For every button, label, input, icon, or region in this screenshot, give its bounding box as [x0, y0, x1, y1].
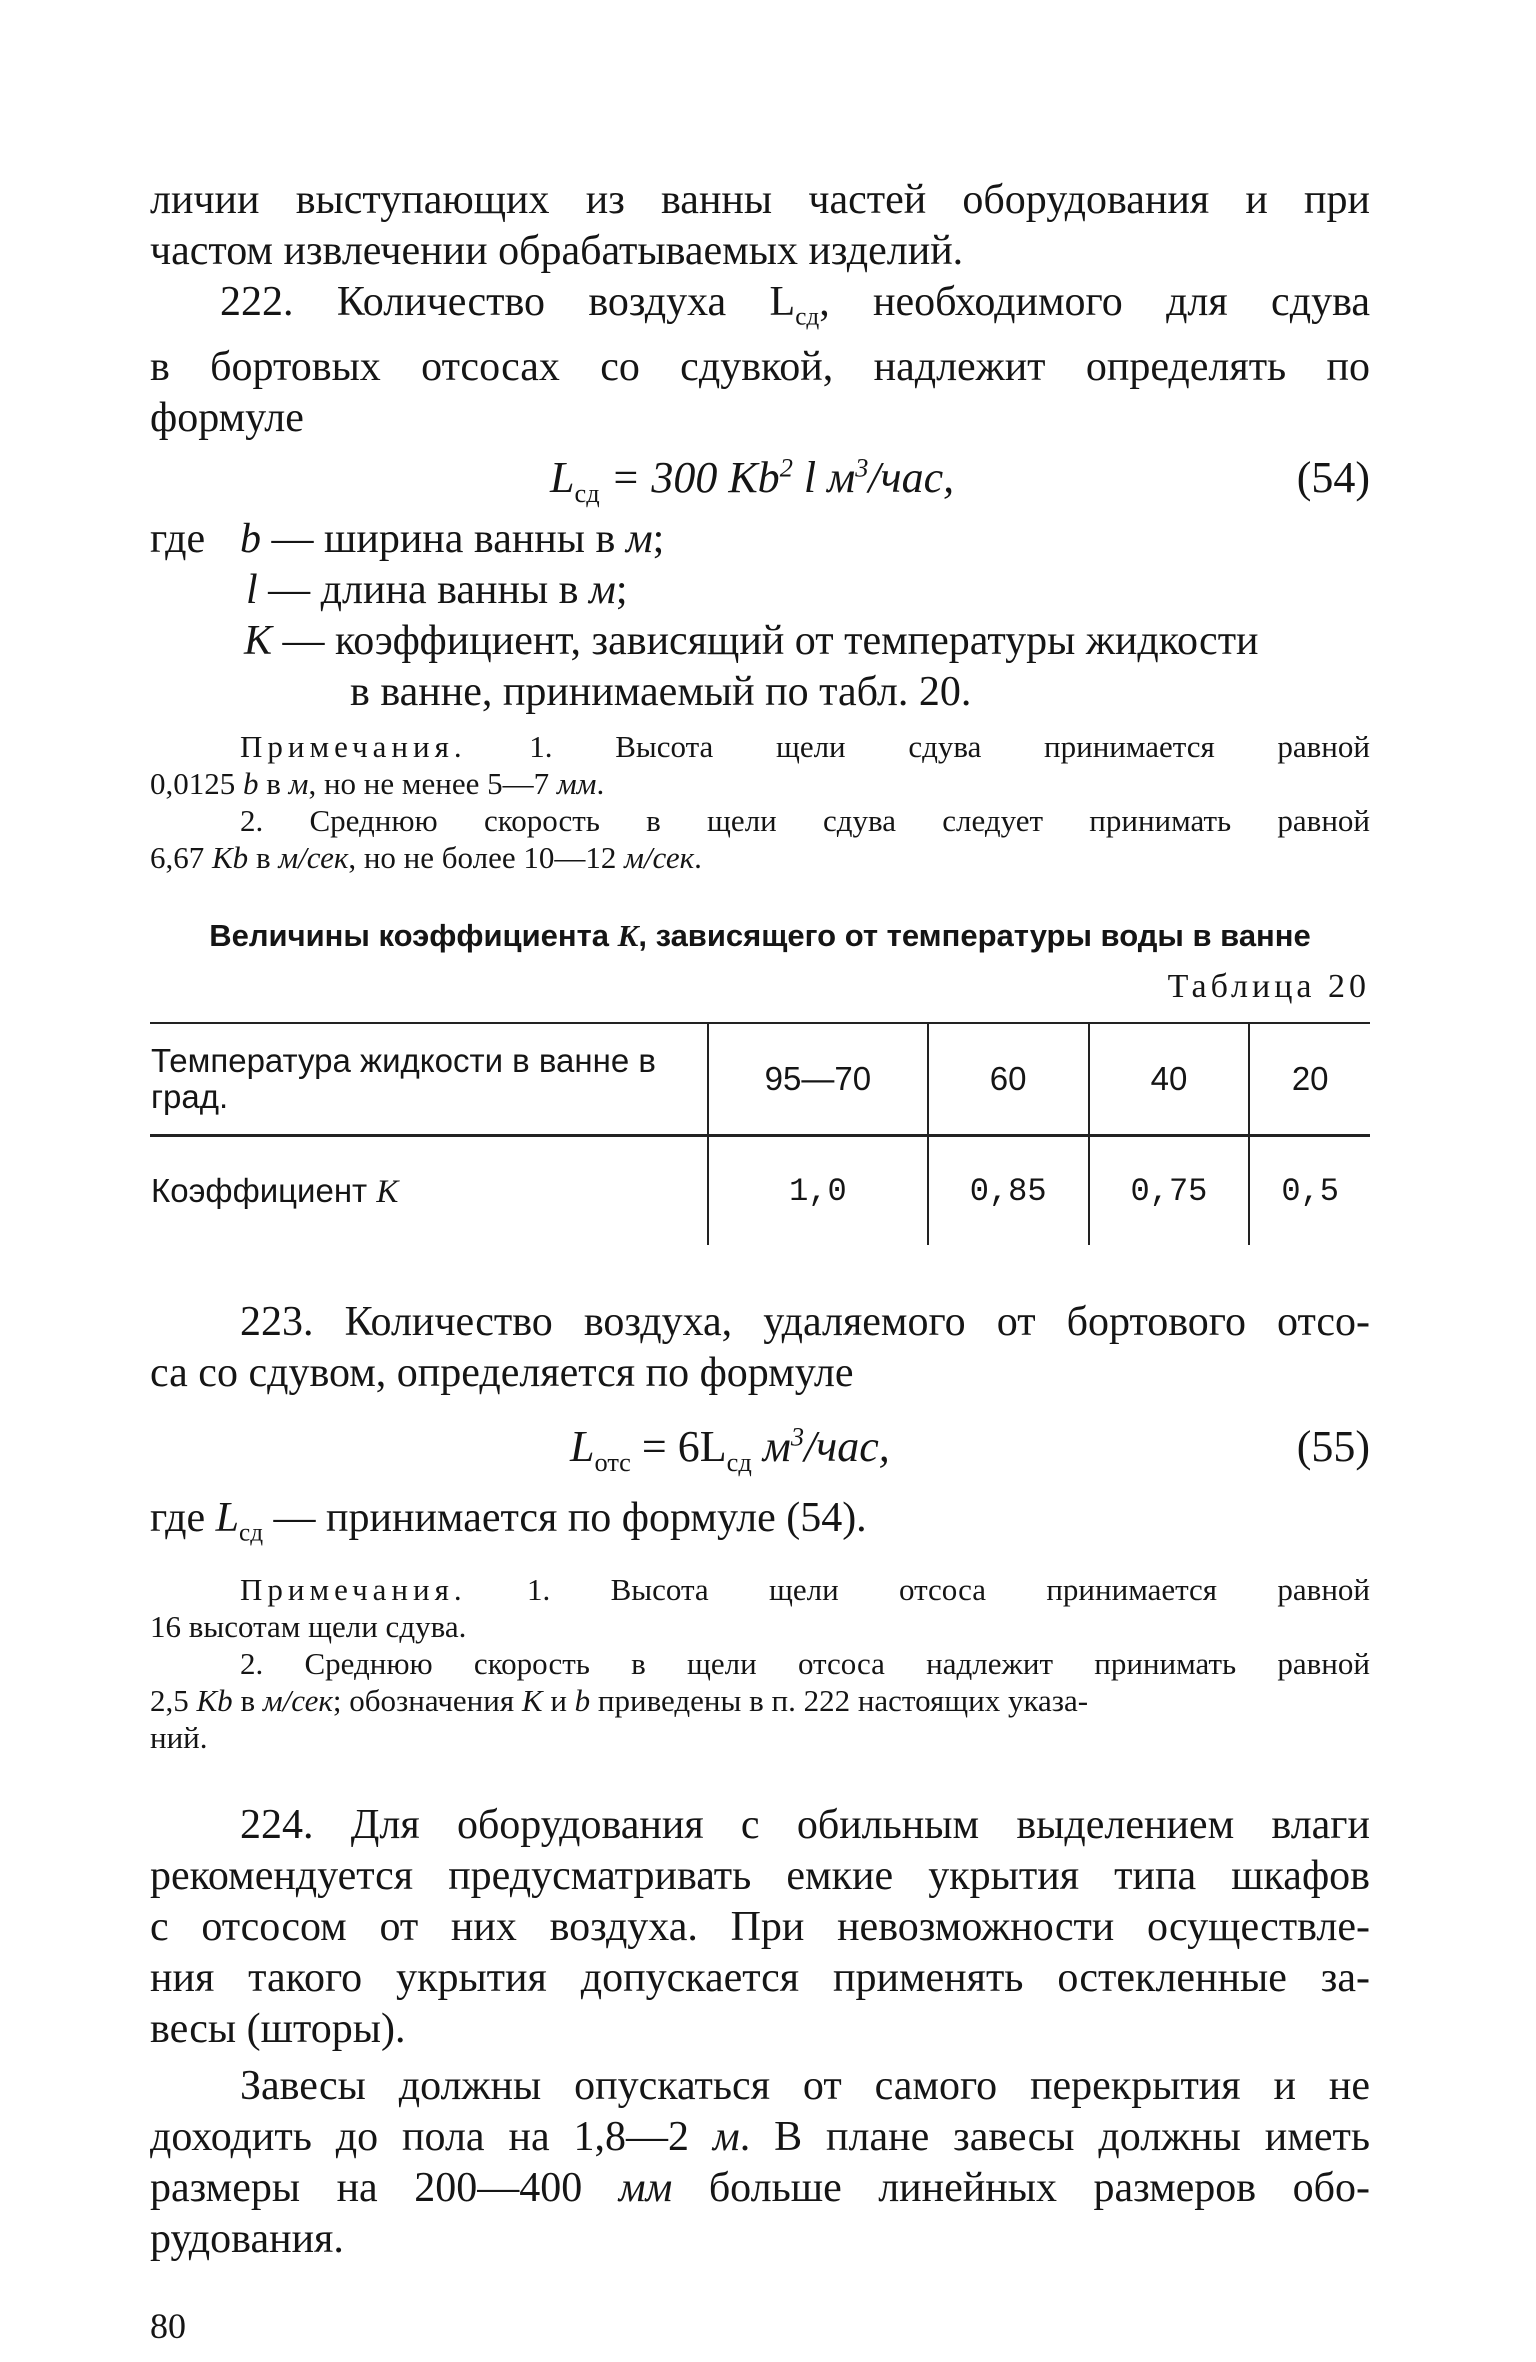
text-line: са со сдувом, определяется по формуле [150, 1350, 854, 1397]
text-line: рекомендуется предусматривать емкие укрытия типа шкафов [150, 1852, 1370, 1899]
note-line: 2. Среднюю скорость в щели сдува следует принимать равной [240, 803, 1370, 839]
definition-k-continued: в ванне, принимаемый по табл. 20. [350, 669, 972, 716]
note-line: 16 высотам щели сдува. [150, 1608, 467, 1644]
text-line: в бортовых отсосах со сдувкой, надлежит определять по [150, 344, 1370, 391]
definition-l: l — длина ванны в м; [246, 567, 628, 614]
document-page [150, 175, 1370, 2347]
definition-b: где b — ширина ванны в м; [150, 516, 665, 563]
table-row [150, 1135, 1370, 1245]
text-line: ния такого укрытия допускается применять остекленные за- [150, 1954, 1370, 2001]
table-cell: 0,75 [1089, 1135, 1250, 1245]
table-cell: 40 [1089, 1023, 1250, 1135]
text-line: формуле [150, 395, 304, 442]
text-line: личии выступающих из ванны частей оборудования и при [150, 177, 1370, 223]
coefficient-table [150, 1022, 1370, 1245]
note-line: 0,0125 b в м, но не менее 5—7 мм. [150, 766, 605, 802]
subscript: сд [795, 303, 820, 331]
formula-55 [150, 1413, 1370, 1483]
table-cell: 1,0 [708, 1135, 928, 1245]
note-line: 6,67 Kb в м/сек, но не более 10—12 м/сек. [150, 840, 702, 876]
table-caption: Величины коэффициента K, зависящего от температуры воды в ванне [209, 918, 1311, 954]
notes-55 [150, 1571, 1370, 1756]
text-line: весы (шторы). [150, 2005, 406, 2052]
text-line: Завесы должны опускаться от самого перекрытия и не [240, 2062, 1370, 2109]
definition-k: K — коэффициент, зависящий от температуры жидкости [244, 618, 1259, 665]
text-fragment: 222. Количество воздуха L [220, 279, 796, 325]
formula-54 [150, 444, 1370, 514]
table-cell: 0,5 [1249, 1135, 1370, 1245]
formula-number: (55) [1296, 1422, 1370, 1472]
definition-55: где $L_{сд}$ — принимается по формуле (54). [150, 1495, 867, 1547]
text-line: частом извлечении обрабатываемых изделий. [150, 228, 964, 274]
paragraph-curtains [150, 2061, 1370, 2265]
note-line: Примечания. 1. Высота щели сдува принимается равной [240, 729, 1370, 765]
table-row [150, 1023, 1370, 1135]
page-number: 80 [150, 2305, 186, 2346]
table-cell: 0,85 [928, 1135, 1089, 1245]
note-line: 2,5 Kb в м/сек; обозначения K и b приведены в п. 222 настоящих указа- [150, 1682, 1089, 1718]
text-line: 224. Для оборудования с обильным выделением влаги [240, 1801, 1370, 1848]
text-line: доходить до пола на 1,8—2 м. В плане завесы должны иметь [150, 2113, 1370, 2160]
paragraph-223 [150, 1297, 1370, 1399]
formula-expression: $L_{сд} = 300$ Kb$^2$ l $м^3$/час, [550, 452, 955, 509]
table-cell: 60 [928, 1023, 1089, 1135]
paragraph-222-line [150, 277, 1370, 342]
table-cell: 20 [1249, 1023, 1370, 1135]
table-header-coefficient: Коэффициент K [151, 1171, 399, 1210]
text-line: размеры на 200—400 мм больше линейных размеров обо- [150, 2164, 1370, 2211]
table-number: Таблица 20 [1167, 968, 1370, 1006]
text-line: с отсосом от них воздуха. При невозможности осуществле- [150, 1903, 1370, 1950]
notes-54 [150, 728, 1370, 876]
note-line: Примечания. 1. Высота щели отсоса принимается равной [240, 1571, 1370, 1607]
formula-expression: $L_{отс} = 6L_{сд}$ $м^3$/час, [570, 1421, 890, 1478]
paragraph-224 [150, 1800, 1370, 2055]
note-line: ний. [150, 1719, 208, 1755]
text-line: рудования. [150, 2215, 344, 2262]
table-header-temperature: Температура жидкости в ванне в град. [151, 1042, 656, 1116]
definitions-54 [150, 514, 1370, 718]
note-line: 2. Среднюю скорость в щели отсоса надлежит принимать равной [240, 1645, 1370, 1681]
formula-number: (54) [1296, 453, 1370, 503]
text-line: 223. Количество воздуха, удаляемого от бортового отсо- [240, 1299, 1370, 1346]
text-fragment: , необходимого для сдува [819, 279, 1370, 325]
table-cell: 95—70 [708, 1023, 928, 1135]
